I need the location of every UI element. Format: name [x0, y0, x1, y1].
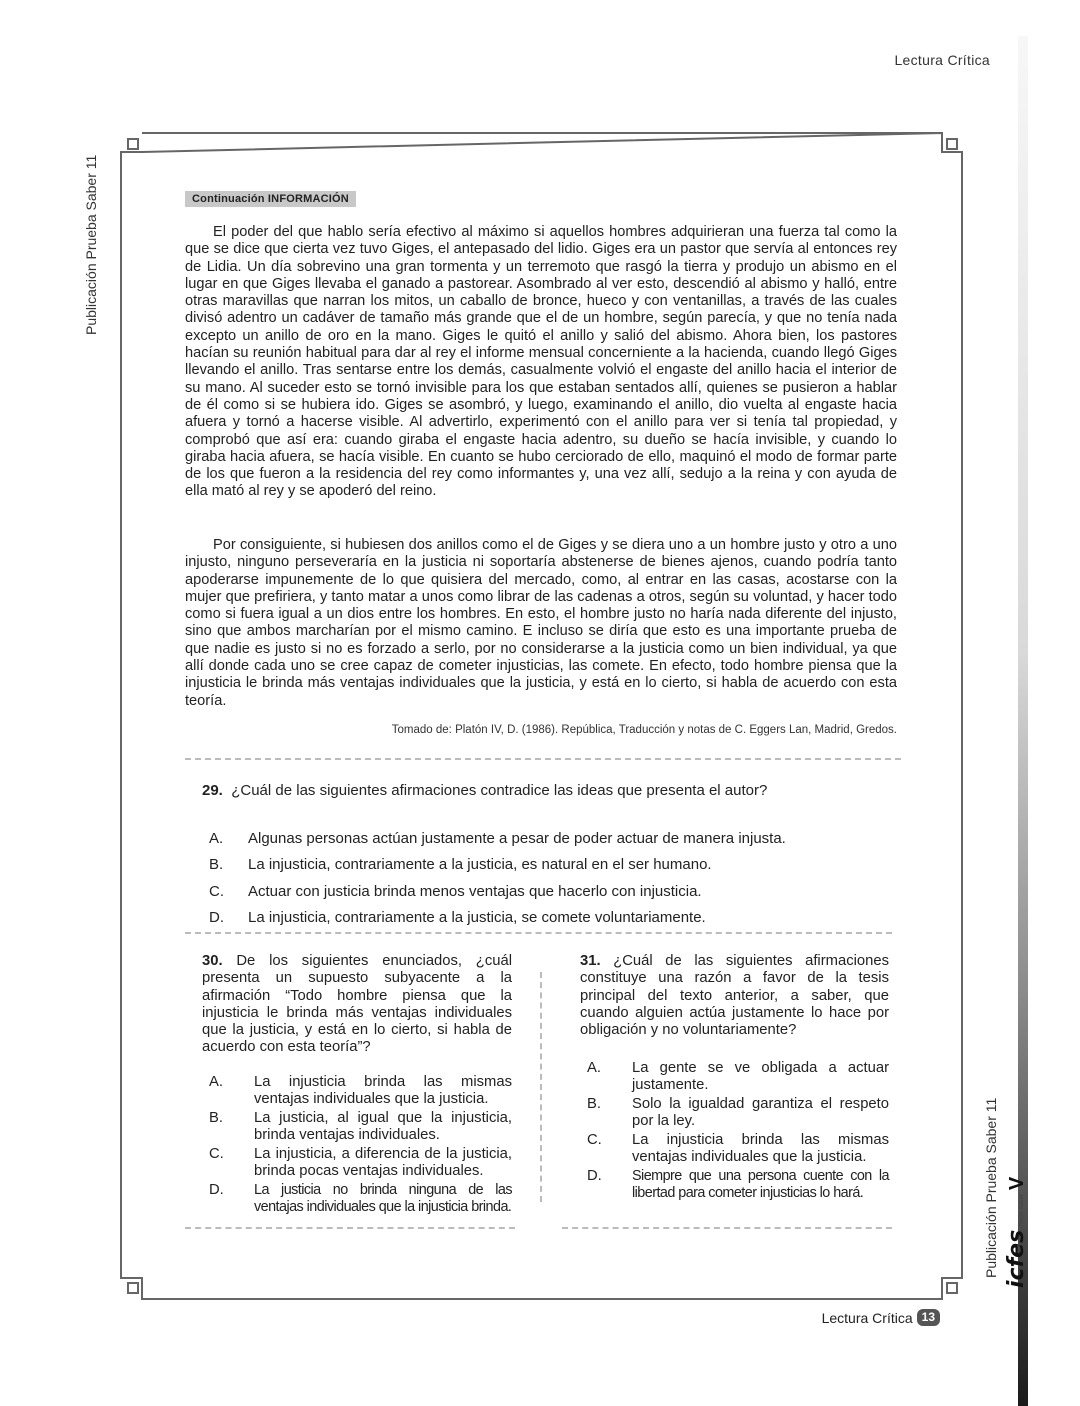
question-31-title — [580, 953, 889, 1039]
option-text: Solo la igualdad garantiza el respeto por la ley. — [632, 1096, 889, 1130]
question-29-title — [202, 782, 902, 800]
option-text: La justicia no brinda ninguna de las ventajas individuales que la injusticia brinda. — [254, 1181, 512, 1215]
question-30-title — [202, 953, 512, 1057]
question-text: De los siguientes enunciados, ¿cuál presenta un supuesto subyacente a la afirmación “Todo hombre piensa que la injusticia le brinda más ventajas individuales que la justicia, y está en lo cierto, si habla de acuerdo con esta teoría”? — [202, 953, 512, 1056]
option-text: La gente se ve obligada a actuar justamente. — [632, 1060, 889, 1094]
option-text: La injusticia brinda las mismas ventajas individuales que la justicia. — [632, 1132, 889, 1166]
divider — [562, 1227, 892, 1229]
side-label-left: Publicación Prueba Saber 11 — [83, 154, 99, 335]
question-31 — [580, 953, 889, 1204]
side-label-right: Publicación Prueba Saber 11 — [983, 1097, 999, 1278]
question-number: 29. — [202, 782, 223, 799]
option-letter: B. — [209, 1109, 223, 1126]
option-a[interactable] — [202, 1074, 512, 1108]
passage-paragraph-2: Por consiguiente, si hubiesen dos anillos como el de Giges y se diera uno a un hombre justo y otro a uno injusto, ninguno perseveraría en la justicia ni soportaría abstenerse de bienes ajenos, cuando podría tanto apoderarse impunemente de lo que quisiera del mercado, como, al entrar en las casas, acostarse con la mujer que prefiriera, y tanto matar a unos como librar de las cadenas a otros, según su voluntad, y hacer todo como si fuera igual a un dios entre los hombres. En esto, el hombre justo no haría nada diferente del injusto, sino que ambos marcharían por el mismo camino. E incluso se diría que esto es una importante prueba de que nadie es justo si no es forzado a serlo, por no considerarse a la justicia como un bien individual, ya que allí donde cada uno se cree capaz de cometer injusticias, las comete. En efecto, todo hombre piensa que la injusticia le brinda más ventajas individuales que la justicia, y está en lo cierto, si habla de acuerdo con esta teoría. — [185, 537, 897, 709]
page-footer — [822, 1309, 940, 1326]
option-letter: B. — [209, 856, 224, 874]
question-30 — [202, 953, 512, 1218]
page-header-section: Lectura Crítica — [894, 52, 990, 68]
option-letter: A. — [209, 830, 224, 847]
option-b[interactable] — [202, 1110, 512, 1144]
question-29 — [202, 782, 902, 931]
option-letter: A. — [209, 1073, 223, 1090]
option-d[interactable] — [202, 905, 902, 931]
icfes-logo — [1004, 1177, 1029, 1288]
divider — [185, 932, 892, 934]
option-letter: D. — [587, 1168, 602, 1185]
question-number: 30. — [202, 953, 223, 969]
page-number: 13 — [917, 1309, 940, 1326]
option-d[interactable] — [202, 1182, 512, 1216]
logo-tagline: mejor saber — [1019, 1194, 1025, 1226]
option-d[interactable] — [580, 1168, 889, 1202]
option-c[interactable] — [580, 1132, 889, 1166]
option-text: La injusticia, contrariamente a la justicia, es natural en el ser humano. — [248, 856, 712, 874]
option-letter: C. — [587, 1132, 602, 1149]
question-text: ¿Cuál de las siguientes afirmaciones constituye una razón a favor de la tesis principal del texto anterior, a saber, que cuando alguien actúa justamente lo hace por obligación y no voluntariamente? — [580, 953, 889, 1039]
info-tag: Continuación INFORMACIÓN — [185, 191, 356, 207]
option-letter: C. — [209, 1145, 224, 1162]
options-list — [202, 826, 902, 931]
option-text: La injusticia, contrariamente a la justicia, se comete voluntariamente. — [248, 908, 706, 926]
option-text: La injusticia brinda las mismas ventajas individuales que la justicia. — [254, 1073, 512, 1107]
option-letter: C. — [209, 882, 224, 900]
option-a[interactable] — [580, 1060, 889, 1094]
passage-citation: Tomado de: Platón IV, D. (1986). República, Traducción y notas de C. Eggers Lan, Madrid, Gredos. — [391, 724, 897, 736]
option-text: Actuar con justicia brinda menos ventajas que hacerlo con injusticia. — [248, 882, 702, 900]
option-text: La justicia, al igual que la injusticia, brinda ventajas individuales. — [254, 1109, 512, 1143]
option-letter: B. — [587, 1096, 601, 1113]
option-letter: A. — [587, 1060, 601, 1077]
option-c[interactable] — [202, 879, 902, 905]
option-a[interactable] — [202, 826, 902, 852]
footer-section: Lectura Crítica — [821, 1309, 913, 1326]
option-c[interactable] — [202, 1146, 512, 1180]
option-b[interactable] — [580, 1096, 889, 1130]
logo-mark: V — [1006, 1176, 1028, 1191]
question-text: ¿Cuál de las siguientes afirmaciones contradice las ideas que presenta el autor? — [231, 782, 768, 799]
option-b[interactable] — [202, 852, 902, 878]
divider — [185, 1227, 515, 1229]
options-list — [202, 1074, 512, 1216]
passage-paragraph-1: El poder del que hablo sería efectivo al máximo si aquellos hombres adquirieran una fuerza tal como la que se dice que cierta vez tuvo Giges, el antepasado del lidio. Giges era un pastor que servía al entonces rey de Lidia. Un día sobrevino una gran tormenta y un terremoto que rasgó la tierra y produjo un abismo en el lugar en que Giges llevaba el ganado a pastorear. Asombrado al ver esto, descendió al abismo y halló, entre otras maravillas que narran los mitos, un caballo de bronce, hueco y con ventanillas, a través de las cuales divisó adentro un cadáver de tamaño más grande que el de un hombre, según parecía, y que no tenía nada excepto un anillo de oro en la mano. Giges le quitó el anillo y salió del abismo. Ahora bien, los pastores hacían su reunión habitual para dar al rey el informe mensual concerniente a la hacienda, cuando llegó Giges llevando el anillo. Tras sentarse entre los demás, casualmente volvió el engaste del anillo hacia el interior de su mano. Al suceder esto se tornó invisible para los que estaban sentados allí, quienes se pusieron a hablar de él como si se hubiera ido. Giges se asombró, y luego, examinando el anillo, dio vuelta al engaste hacia afuera y tornó a hacerse visible. Al advertirlo, experimentó con el anillo para ver si tenía tal propiedad, y comprobó que así era: cuando giraba el engaste hacia adentro, su dueño se hacía invisible, y cuando lo giraba hacia afuera, se hacía visible. En cuanto se hubo cerciorado de ello, maquinó el modo de formar parte de los que fueron a la residencia del rey como informantes y, una vez allí, sedujo a la reina y con ayuda de ella mató al rey y se apoderó del reino. — [185, 224, 897, 500]
column-divider — [540, 972, 542, 1202]
option-letter: D. — [209, 908, 224, 926]
logo-brand: icfes — [1004, 1229, 1029, 1288]
question-number: 31. — [580, 953, 601, 969]
option-text: Algunas personas actúan justamente a pesar de poder actuar de manera injusta. — [248, 830, 786, 847]
option-text: Siempre que una persona cuente con la libertad para cometer injusticias lo hará. — [632, 1168, 889, 1202]
options-list — [580, 1060, 889, 1202]
option-letter: D. — [209, 1181, 224, 1198]
divider — [185, 758, 901, 760]
option-text: La injusticia, a diferencia de la justicia, brinda pocas ventajas individuales. — [254, 1145, 512, 1179]
